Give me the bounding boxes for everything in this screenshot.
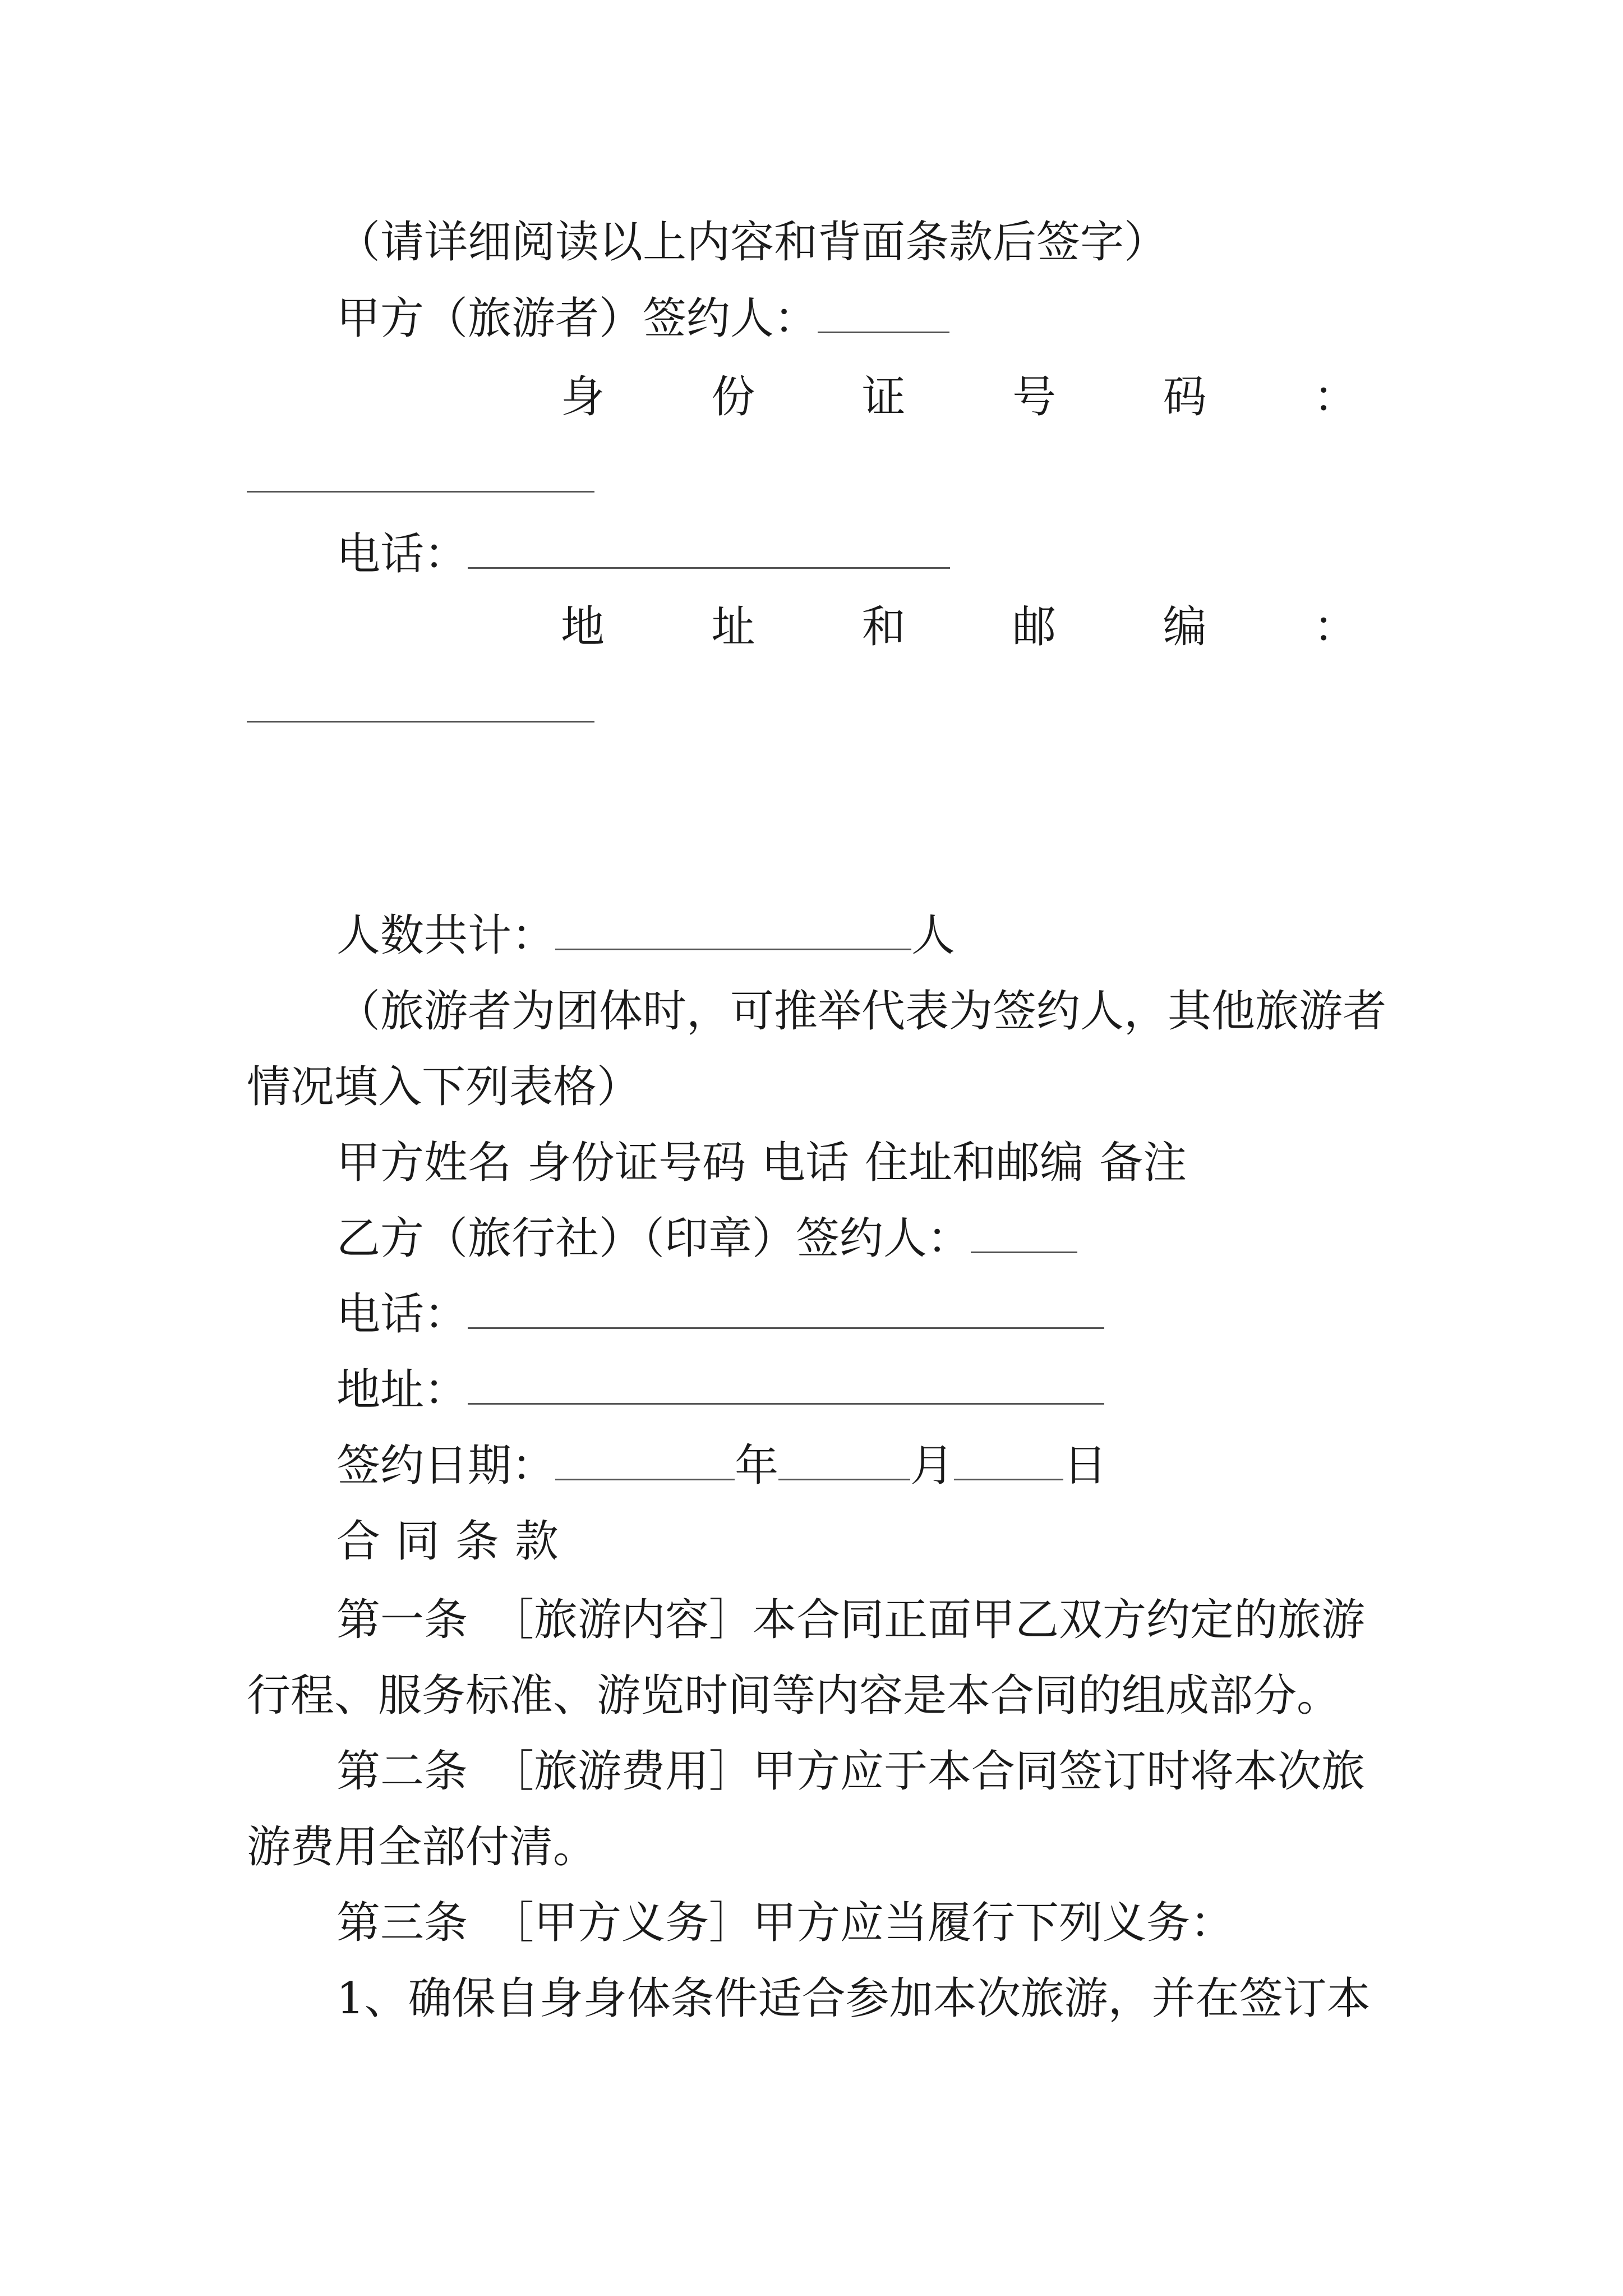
- terms-heading: [336, 1515, 559, 1568]
- party-b-signatory-label: 乙方（旅行社）（印章）签约人：: [336, 1213, 971, 1264]
- party-b-signatory-row: [336, 1212, 1077, 1266]
- id-label-char: 证: [861, 372, 906, 422]
- obligation-1: 1、确保自身身体条件适合参加本次旅游，并在签订本: [336, 1973, 1371, 2024]
- party-a-id-label: [561, 370, 1357, 424]
- group-note-line-1: （旅游者为团体时，可推举代表为签约人，其他旅游者: [336, 986, 1387, 1037]
- article-1-line-1: [336, 1593, 1365, 1647]
- party-a-table-headers: [336, 1136, 1187, 1190]
- address-label-char: ：: [1313, 602, 1357, 652]
- party-a-signatory-blank[interactable]: [818, 292, 949, 333]
- sign-month-unit: 月: [910, 1441, 955, 1491]
- sign-day-unit: 日: [1063, 1441, 1108, 1491]
- article-title: ［甲方义务］: [490, 1898, 753, 1948]
- article-text: 本合同正面甲乙双方约定的旅游: [753, 1595, 1366, 1645]
- party-a-phone-blank[interactable]: [468, 528, 950, 569]
- headcount-label: 人数共计：: [336, 910, 556, 961]
- article-text: 甲方应当履行下列义务：: [753, 1898, 1234, 1948]
- article-number: 第一条: [336, 1595, 468, 1645]
- party-b-address-row: [336, 1363, 1104, 1417]
- table-header: 住址和邮编: [865, 1138, 1084, 1188]
- party-b-address-blank[interactable]: [468, 1364, 1104, 1405]
- party-a-signatory-label: 甲方（旅游者）签约人：: [336, 293, 818, 344]
- party-b-phone-blank[interactable]: [468, 1288, 1104, 1329]
- id-label-char: 号: [1012, 372, 1057, 422]
- terms-heading-char: 合: [336, 1516, 381, 1567]
- table-header: 甲方姓名: [336, 1138, 512, 1188]
- id-label-char: 份: [711, 372, 755, 422]
- party-a-phone-row: [336, 527, 950, 581]
- party-b-phone-label: 电话：: [336, 1289, 468, 1340]
- party-b-phone-row: [336, 1287, 1104, 1341]
- sign-year-blank[interactable]: [555, 1439, 735, 1480]
- terms-heading-char: 同: [396, 1516, 440, 1567]
- terms-heading-char: 款: [515, 1516, 559, 1567]
- address-label-char: 址: [711, 602, 755, 652]
- sign-year-unit: 年: [735, 1441, 779, 1491]
- id-label-char: 码: [1163, 372, 1207, 422]
- article-1-line-2: 行程、服务标准、游览时间等内容是本合同的组成部分。: [247, 1671, 1341, 1721]
- address-label-char: 地: [561, 602, 605, 652]
- headcount-row: [336, 909, 955, 963]
- address-label-char: 编: [1163, 602, 1207, 652]
- sign-date-row: [336, 1439, 1107, 1493]
- id-label-char: 身: [561, 372, 605, 422]
- id-label-char: ：: [1313, 372, 1357, 422]
- article-text: 甲方应于本合同签订时将本次旅: [753, 1746, 1366, 1797]
- party-b-address-label: 地址：: [336, 1365, 468, 1415]
- party-b-signatory-blank[interactable]: [971, 1212, 1077, 1253]
- sign-date-label: 签约日期：: [336, 1441, 556, 1491]
- group-note-line-2: 情况填入下列表格）: [247, 1062, 641, 1112]
- sign-month-blank[interactable]: [778, 1439, 910, 1480]
- article-title: ［旅游内容］: [490, 1595, 753, 1645]
- article-2-line-2: 游费用全部付清。: [247, 1822, 597, 1872]
- party-a-signatory-row: [336, 292, 949, 346]
- article-number: 第二条: [336, 1746, 468, 1797]
- article-3-line-1: [336, 1896, 1234, 1950]
- article-number: 第三条: [336, 1898, 468, 1948]
- headcount-blank[interactable]: [555, 909, 911, 950]
- address-label-char: 邮: [1012, 602, 1057, 652]
- table-header: 身份证号码: [527, 1138, 746, 1188]
- table-header: 备注: [1099, 1138, 1187, 1188]
- sign-day-blank[interactable]: [954, 1439, 1063, 1480]
- terms-heading-char: 条: [455, 1516, 500, 1567]
- party-a-address-blank[interactable]: [247, 721, 594, 723]
- table-header: 电话: [762, 1138, 850, 1188]
- signing-instruction: （请详细阅读以上内容和背面条款后签字）: [336, 217, 1168, 268]
- address-label-char: 和: [861, 602, 906, 652]
- party-a-address-label: [561, 600, 1357, 654]
- article-title: ［旅游费用］: [490, 1746, 753, 1797]
- article-2-line-1: [336, 1745, 1365, 1798]
- party-a-id-blank[interactable]: [247, 491, 594, 493]
- headcount-unit: 人: [911, 910, 956, 961]
- party-a-phone-label: 电话：: [336, 529, 468, 579]
